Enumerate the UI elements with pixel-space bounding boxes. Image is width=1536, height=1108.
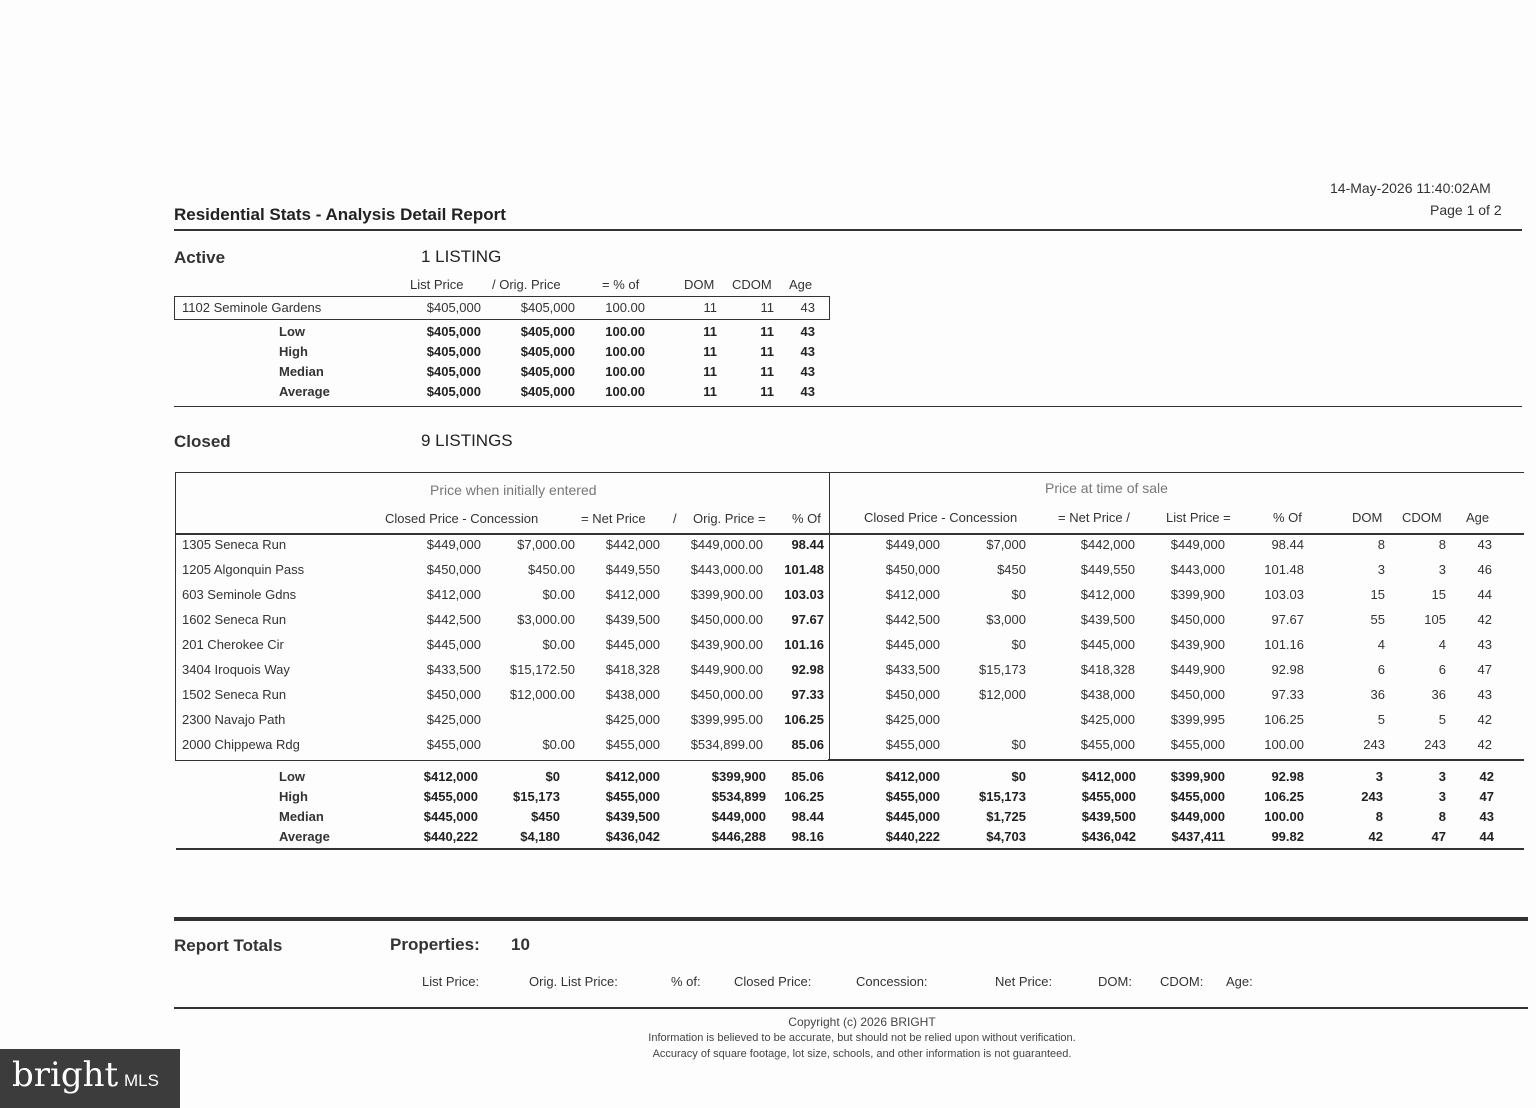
closed-stat-cell: $440,222 [423,829,478,844]
closed-cell: 106.25 [1264,712,1304,727]
active-stat-cell: $405,000 [520,344,575,359]
closed-cell: $450,000 [1170,612,1225,627]
active-stat-cell: 11 [703,324,717,339]
closed-stat-cell: 47 [1479,789,1494,804]
closed-cell: $399,995.00 [690,712,763,727]
closed-cell: 4 [1438,637,1446,652]
closed-stat-cell: $445,000 [885,809,940,824]
listing-address: 1305 Seneca Run [182,537,287,552]
active-count: 1 LISTING [421,247,502,266]
closed-cell: $442,000 [605,537,660,552]
active-col-header: CDOM [732,277,772,292]
active-col-header: DOM [684,277,715,292]
closed-cell: $442,500 [426,612,481,627]
closed-left-col-header: Closed Price - Concession [385,511,539,526]
closed-cell: $425,000 [1080,712,1135,727]
closed-cell: 3 [1377,562,1385,577]
active-stat-cell: $405,000 [520,364,575,379]
active-stat-cell: 100.00 [605,324,645,339]
stat-label: High [279,344,308,359]
closed-cell: 106.25 [784,712,824,727]
closed-cell: $449,000 [426,537,481,552]
totals-field-label: Orig. List Price: [529,974,618,989]
closed-cell: $15,172.50 [509,662,575,677]
closed-right-top-rule [828,472,1524,473]
closed-cell: $12,000.00 [509,687,575,702]
closed-cell: $449,550 [1080,562,1135,577]
closed-stat-cell: $445,000 [423,809,478,824]
closed-stat-cell: $449,000 [711,809,766,824]
closed-cell: $7,000.00 [517,537,575,552]
closed-cell: 3 [1438,562,1446,577]
closed-cell: 8 [1438,537,1446,552]
closed-cell: $455,000 [1080,737,1135,752]
active-col-header: / Orig. Price [492,277,561,292]
closed-cell: $455,000 [605,737,660,752]
closed-cell: 97.67 [1271,612,1304,627]
group-right-label: Price at time of sale [1045,480,1168,496]
closed-cell: $450,000 [426,687,481,702]
active-stat-cell: 43 [800,364,815,379]
closed-stat-cell: $4,703 [986,829,1026,844]
closed-stat-cell: 98.16 [791,829,824,844]
closed-count: 9 LISTINGS [421,431,513,450]
totals-field-label: Net Price: [995,974,1053,989]
active-cell: $405,000 [520,300,575,315]
closed-stat-cell: $455,000 [423,789,478,804]
closed-stat-cell: $1,725 [986,809,1026,824]
active-col-header: Age [789,277,813,292]
listing-address: 603 Seminole Gdns [182,587,297,602]
listing-address: 3404 Iroquois Way [182,662,290,677]
closed-cell: $0.00 [542,737,575,752]
closed-cell: $418,328 [1080,662,1135,677]
active-stat-cell: 11 [760,384,774,399]
closed-cell: $3,000 [986,612,1026,627]
closed-stat-cell: $412,000 [1081,769,1136,784]
closed-stat-cell: 47 [1431,829,1446,844]
active-stat-cell: 100.00 [605,384,645,399]
closed-cell: 103.03 [784,587,824,602]
closed-stat-cell: 43 [1479,809,1494,824]
closed-stat-cell: $399,900 [711,769,766,784]
disclaimer-line-1: Information is believed to be accurate, but should not be relied upon without verification. [648,1032,1076,1044]
totals-field-label: List Price: [422,974,480,989]
closed-cell: $439,500 [1080,612,1135,627]
active-stat-cell: 11 [703,384,717,399]
active-stat-cell: $405,000 [426,324,481,339]
closed-stat-cell: $455,000 [1170,789,1225,804]
active-stat-cell: $405,000 [426,344,481,359]
closed-cell: 105 [1424,612,1446,627]
listing-address: 2000 Chippewa Rdg [182,737,300,752]
closed-cell: 42 [1477,737,1492,752]
report-datetime: 14-May-2026 11:40:02AM [1330,180,1491,196]
active-stat-cell: $405,000 [520,384,575,399]
totals-label: Report Totals [174,936,283,955]
stat-label: Average [279,829,330,844]
closed-stat-cell: 92.98 [1271,769,1304,784]
closed-cell: $7,000 [986,537,1026,552]
stat-label: Average [279,384,330,399]
closed-cell: $15,173 [979,662,1026,677]
closed-stat-cell: 243 [1361,789,1383,804]
closed-cell: $399,995 [1170,712,1225,727]
closed-cell: $534,899.00 [690,737,763,752]
closed-cell: $455,000 [426,737,481,752]
page-number: Page 1 of 2 [1430,202,1502,218]
stat-label: Low [279,769,305,784]
closed-cell: 101.16 [1264,637,1304,652]
closed-cell: $450 [997,562,1026,577]
closed-stat-cell: 98.44 [791,809,824,824]
closed-cell: $425,000 [885,712,940,727]
totals-field-label: CDOM: [1160,974,1204,989]
closed-right-col-header: = Net Price / [1058,510,1130,525]
active-cell: 100.00 [605,300,645,315]
closed-stat-cell: $412,000 [605,769,660,784]
closed-left-col-header: Orig. Price = [693,511,766,526]
closed-cell: 98.44 [1271,537,1304,552]
closed-stat-cell: 3 [1438,789,1446,804]
closed-stat-cell: $439,500 [605,809,660,824]
closed-cell: $449,000.00 [690,537,763,552]
closed-cell: 55 [1370,612,1385,627]
closed-right-col-header: % Of [1273,510,1302,525]
active-cell: 11 [760,300,774,315]
closed-stat-cell: $0 [545,769,560,784]
closed-stat-cell: $455,000 [605,789,660,804]
listing-address: 2300 Navajo Path [182,712,286,727]
closed-cell: $425,000 [605,712,660,727]
closed-stat-cell: 106.25 [1264,789,1304,804]
closed-header-rule [175,533,1524,535]
closed-stat-cell: 8 [1438,809,1446,824]
active-stat-cell: $405,000 [520,324,575,339]
closed-cell: 5 [1438,712,1446,727]
closed-cell: 97.33 [1271,687,1304,702]
closed-cell: $450,000 [426,562,481,577]
properties-value: 10 [511,935,530,954]
totals-bottom-rule [174,1007,1528,1009]
closed-cell: 43 [1477,637,1492,652]
closed-cell: 97.67 [791,612,824,627]
stat-label: Median [279,809,324,824]
listing-address: 1102 Seminole Gardens [182,300,322,315]
closed-right-col-header: List Price = [1166,510,1231,525]
closed-stat-cell: $440,222 [885,829,940,844]
active-stat-cell: 43 [800,344,815,359]
listing-address: 1502 Seneca Run [182,687,287,702]
report-title: Residential Stats - Analysis Detail Report [174,205,506,224]
closed-cell: 5 [1377,712,1385,727]
disclaimer-line-2: Accuracy of square footage, lot size, schools, and other information is not guaranteed. [652,1048,1072,1060]
group-left-label: Price when initially entered [430,482,597,498]
closed-cell: 100.00 [1264,737,1304,752]
closed-cell: $399,900 [1170,587,1225,602]
logo-suffix: MLS [124,1071,159,1090]
closed-stat-cell: 3 [1375,769,1383,784]
closed-cell: $3,000.00 [517,612,575,627]
closed-cell: $439,500 [605,612,660,627]
closed-cell: $0.00 [542,587,575,602]
closed-cell: $0.00 [542,637,575,652]
closed-cell: $450,000 [885,562,940,577]
closed-cell: 101.48 [1264,562,1304,577]
closed-stat-cell: $4,180 [520,829,560,844]
active-stat-cell: 11 [760,324,774,339]
closed-cell: 6 [1438,662,1446,677]
closed-cell: 15 [1431,587,1446,602]
closed-stat-cell: 100.00 [1264,809,1304,824]
closed-label: Closed [174,432,231,451]
listing-address: 201 Cherokee Cir [182,637,284,652]
closed-cell: $449,000 [885,537,940,552]
closed-cell: 6 [1377,662,1385,677]
closed-stats-rule [176,848,1524,850]
closed-stat-cell: 99.82 [1271,829,1304,844]
copyright: Copyright (c) 2026 BRIGHT [788,1015,936,1029]
active-stat-cell: 11 [760,344,774,359]
closed-right-col-header: Closed Price - Concession [864,510,1018,525]
closed-stat-cell: $449,000 [1170,809,1225,824]
active-cell: 11 [703,300,717,315]
closed-stat-cell: $439,500 [1081,809,1136,824]
closed-stat-cell: 42 [1479,769,1494,784]
closed-stat-cell: $15,173 [979,789,1026,804]
closed-cell: 243 [1363,737,1385,752]
closed-stat-cell: $412,000 [885,769,940,784]
closed-cell: 15 [1370,587,1385,602]
closed-cell: $449,550 [605,562,660,577]
closed-cell: $442,500 [885,612,940,627]
closed-cell: 44 [1477,587,1492,602]
listing-address: 1602 Seneca Run [182,612,287,627]
totals-field-label: Closed Price: [734,974,812,989]
closed-left-col-header: / [673,511,677,526]
closed-stat-cell: $436,042 [1081,829,1136,844]
closed-cell: $455,000 [1170,737,1225,752]
closed-stat-cell: $446,288 [711,829,766,844]
active-stat-cell: $405,000 [426,384,481,399]
closed-cell: $445,000 [426,637,481,652]
totals-field-label: DOM: [1098,974,1132,989]
active-col-header: = % of [602,277,640,292]
closed-cell: $412,000 [605,587,660,602]
listing-address: 1205 Algonquin Pass [182,562,305,577]
closed-bottom-rule [828,759,1524,761]
active-stat-cell: 11 [703,364,717,379]
closed-cell: $12,000 [979,687,1026,702]
closed-cell: $399,900.00 [690,587,763,602]
closed-cell: $418,328 [605,662,660,677]
closed-right-col-header: DOM [1352,510,1383,525]
closed-left-col-header: % Of [792,511,821,526]
closed-left-col-header: = Net Price [581,511,646,526]
closed-stat-cell: $0 [1011,769,1026,784]
closed-right-col-header: Age [1466,510,1490,525]
closed-stat-cell: 85.06 [791,769,824,784]
closed-stat-cell: $534,899 [711,789,766,804]
closed-stat-cell: $436,042 [605,829,660,844]
closed-cell: 92.98 [1271,662,1304,677]
closed-cell: $412,000 [1080,587,1135,602]
closed-cell: $443,000.00 [690,562,763,577]
bright-mls-logo [0,1049,180,1108]
closed-cell: $439,900.00 [690,637,763,652]
totals-field-label: Concession: [856,974,928,989]
closed-cell: $412,000 [885,587,940,602]
closed-cell: 243 [1424,737,1446,752]
closed-cell: $412,000 [426,587,481,602]
closed-cell: $425,000 [426,712,481,727]
active-cell: $405,000 [426,300,481,315]
stat-label: Low [279,324,305,339]
closed-cell: $442,000 [1080,537,1135,552]
closed-cell: 101.16 [784,637,824,652]
closed-cell: 97.33 [791,687,824,702]
closed-cell: 42 [1477,612,1492,627]
active-col-header: List Price [410,277,464,292]
closed-cell: $439,900 [1170,637,1225,652]
closed-stat-cell: $15,173 [513,789,560,804]
closed-stat-cell: 106.25 [784,789,824,804]
active-rule [174,406,1522,407]
closed-stat-cell: $399,900 [1170,769,1225,784]
logo-brand: bright [12,1055,119,1095]
closed-cell: 101.48 [784,562,824,577]
active-stat-cell: 43 [800,384,815,399]
closed-stat-cell: $437,411 [1171,829,1225,844]
closed-cell: 4 [1377,637,1385,652]
totals-top-rule [174,917,1528,921]
active-stat-cell: 43 [800,324,815,339]
closed-cell: $0 [1011,737,1026,752]
closed-stat-cell: $455,000 [885,789,940,804]
closed-cell: 85.06 [791,737,824,752]
closed-cell: $433,500 [426,662,481,677]
title-rule [174,229,1522,231]
closed-stat-cell: 3 [1438,769,1446,784]
closed-cell: $445,000 [1080,637,1135,652]
closed-stat-cell: 44 [1479,829,1494,844]
closed-cell: 42 [1477,712,1492,727]
closed-cell: 46 [1477,562,1492,577]
active-label: Active [174,248,226,267]
closed-stat-cell: 8 [1375,809,1383,824]
active-cell: 43 [800,300,815,315]
closed-stat-cell: $412,000 [423,769,478,784]
closed-cell: $438,000 [605,687,660,702]
totals-field-label: % of: [671,974,701,989]
closed-cell: $445,000 [605,637,660,652]
closed-cell: $0 [1011,587,1026,602]
closed-cell: $449,000 [1170,537,1225,552]
closed-cell: 47 [1477,662,1492,677]
closed-stat-cell: $450 [531,809,560,824]
closed-cell: $443,000 [1170,562,1225,577]
closed-cell: 8 [1377,537,1385,552]
closed-cell: $433,500 [885,662,940,677]
closed-cell: $455,000 [885,737,940,752]
closed-cell: 43 [1477,537,1492,552]
properties-label: Properties: [390,935,480,954]
closed-right-col-header: CDOM [1402,510,1442,525]
active-stat-cell: 11 [760,364,774,379]
closed-cell: 92.98 [791,662,824,677]
active-stat-cell: 11 [703,344,717,359]
closed-cell: $450,000.00 [690,612,763,627]
closed-cell: $449,900 [1170,662,1225,677]
active-stat-cell: 100.00 [605,364,645,379]
closed-stat-cell: $455,000 [1081,789,1136,804]
totals-field-label: Age: [1226,974,1253,989]
closed-cell: $445,000 [885,637,940,652]
stat-label: High [279,789,308,804]
closed-cell: $450,000.00 [690,687,763,702]
closed-stat-cell: 42 [1368,829,1383,844]
closed-cell: 43 [1477,687,1492,702]
closed-cell: 103.03 [1264,587,1304,602]
closed-cell: 98.44 [791,537,824,552]
closed-cell: $449,900.00 [690,662,763,677]
closed-cell: $438,000 [1080,687,1135,702]
closed-cell: 36 [1431,687,1446,702]
closed-cell: $450,000 [885,687,940,702]
stat-label: Median [279,364,324,379]
closed-cell: $450.00 [528,562,575,577]
closed-cell: $450,000 [1170,687,1225,702]
active-stat-cell: $405,000 [426,364,481,379]
active-stat-cell: 100.00 [605,344,645,359]
closed-cell: $0 [1011,637,1026,652]
closed-cell: 36 [1370,687,1385,702]
